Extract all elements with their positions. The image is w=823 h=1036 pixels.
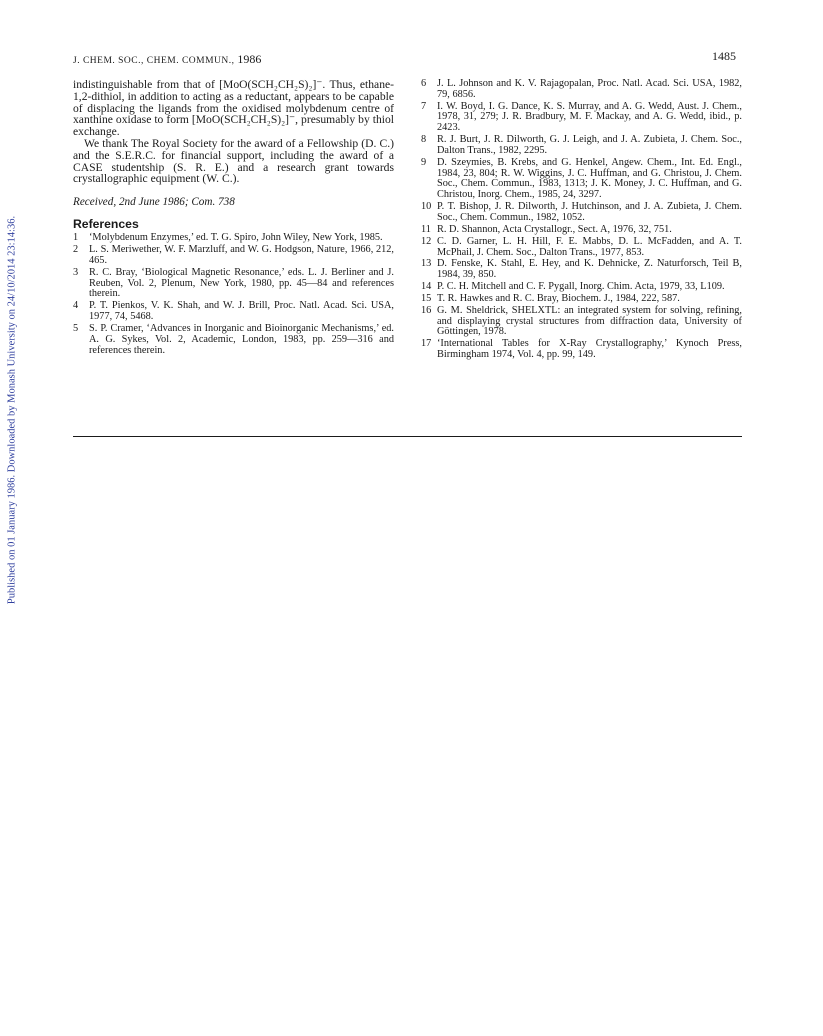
left-column	[73, 79, 394, 357]
references-heading: References	[73, 217, 139, 232]
reference-item	[73, 268, 394, 300]
reference-number: 1	[73, 232, 79, 244]
reference-item	[73, 301, 394, 323]
reference-number: 16	[421, 304, 432, 316]
right-column	[421, 79, 742, 362]
reference-text: T. R. Hawkes and R. C. Bray, Biochem. J., 1984, 222, 587.	[437, 292, 680, 304]
reference-number: 2	[73, 244, 79, 256]
reference-text: D. Fenske, K. Stahl, E. Hey, and K. Dehnicke, Z. Naturforsch, Teil B, 1984, 39, 850.	[437, 258, 742, 281]
reference-number: 4	[73, 300, 79, 312]
reference-number: 14	[421, 281, 432, 293]
reference-item	[421, 79, 742, 101]
reference-item	[421, 158, 742, 201]
download-watermark	[5, 200, 19, 620]
footer-rule	[73, 436, 742, 437]
reference-text: P. C. H. Mitchell and C. F. Pygall, Inorg. Chim. Acta, 1979, 33, L109.	[437, 281, 725, 293]
reference-text: R. J. Burt, J. R. Dilworth, G. J. Leigh, and J. A. Zubieta, J. Chem. Soc., Dalton Trans., 1982, 2295.	[437, 134, 742, 156]
reference-text: P. T. Bishop, J. R. Dilworth, J. Hutchinson, and J. A. Zubieta, J. Chem. Soc., Chem. Commun., 1982, 1052.	[437, 201, 742, 223]
reference-item	[421, 135, 742, 157]
reference-number: 5	[73, 322, 79, 334]
reference-text: G. M. Sheldrick, SHELXTL: an integrated system for solving, refining, and displaying crystal structures from diffraction data, University of Göttingen, 1978.	[437, 304, 742, 338]
reference-number: 6	[421, 78, 427, 89]
reference-text: C. D. Garner, L. H. Hill, F. E. Mabbs, D. L. McFadden, and A. T. McPhail, J. Chem. Soc., Dalton Trans., 1977, 853.	[437, 235, 742, 258]
journal-name: J. CHEM. SOC., CHEM. COMMUN.,	[73, 56, 235, 66]
received-line: Received, 2nd June 1986; Com. 738	[73, 196, 235, 209]
reference-item	[73, 324, 394, 356]
reference-item	[421, 102, 742, 134]
body-paragraph-1: indistinguishable from that of [MoO(SCH₂CH₂S)₂]⁻. Thus, ethane-1,2-dithiol, in addition to acting as a reductant, appears to be capable of displacing the ligands from the oxidised molybdenum centre of xanthine oxidase to form [MoO(SCH₂CH₂S)₂]⁻, presumably by thiol exchange.	[73, 78, 394, 139]
reference-text: R. D. Shannon, Acta Crystallogr., Sect. A, 1976, 32, 751.	[437, 223, 672, 235]
download-watermark-text: Published on 01 January 1986. Downloaded by Monash University on 24/10/2014 23:14:36.	[6, 215, 18, 605]
reference-text: I. W. Boyd, I. G. Dance, K. S. Murray, and A. G. Wedd, Aust. J. Chem., 1978, 31, 279; J. R. Bradbury, M. F. Mackay, and A. G. Wedd, ibid., p. 2423.	[437, 100, 742, 134]
reference-item	[421, 282, 742, 293]
reference-text: J. L. Johnson and K. V. Rajagopalan, Proc. Natl. Acad. Sci. USA, 1982, 79, 6856.	[437, 78, 742, 100]
reference-text: R. C. Bray, ‘Biological Magnetic Resonance,’ eds. L. J. Berliner and J. Reuben, Vol. 2, Plenum, New York, 1980, pp. 45—84 and references therein.	[89, 266, 394, 300]
reference-text: D. Szeymies, B. Krebs, and G. Henkel, Angew. Chem., Int. Ed. Engl., 1984, 23, 804; R. W. Wiggins, J. C. Huffman, and G. Christou, J. Chem. Soc., Chem. Commun., 1983, 1313; J. K. Money, J. C. Huffman, and G. Christou, Inorg. Chem., 1985, 24, 3297.	[437, 156, 742, 201]
reference-number: 10	[421, 201, 432, 213]
reference-text: ‘International Tables for X-Ray Crystallography,’ Kynoch Press, Birmingham 1974, Vol. 4, pp. 99, 149.	[437, 338, 742, 361]
reference-text: ‘Molybdenum Enzymes,’ ed. T. G. Spiro, John Wiley, New York, 1985.	[89, 232, 383, 244]
reference-item	[421, 306, 742, 338]
reference-number: 11	[421, 223, 431, 235]
reference-item	[421, 294, 742, 305]
journal-year: 1986	[237, 52, 262, 66]
reference-item	[73, 233, 394, 244]
acknowledgements-paragraph: We thank The Royal Society for the award of a Fellowship (D. C.) and the S.E.R.C. for financial support, including the award of a CASE studentship (S. R. E.) and a research grant towards crystallographic equipment (W. C.).	[73, 136, 394, 186]
reference-list-left	[73, 233, 394, 356]
reference-number: 3	[73, 266, 79, 278]
reference-number: 13	[421, 258, 432, 270]
reference-text: S. P. Cramer, ‘Advances in Inorganic and Bioinorganic Mechanisms,’ ed. A. G. Sykes, Vol. 2, Academic, London, 1983, pp. 259—316 and references therein.	[89, 322, 394, 356]
reference-item	[421, 259, 742, 281]
reference-text: L. S. Meriwether, W. F. Marzluff, and W. G. Hodgson, Nature, 1966, 212, 465.	[89, 244, 394, 266]
reference-item	[421, 237, 742, 259]
reference-item	[421, 202, 742, 224]
reference-number: 8	[421, 134, 427, 146]
reference-item	[73, 245, 394, 267]
reference-item	[421, 225, 742, 236]
reference-number: 7	[421, 100, 427, 112]
reference-item	[421, 339, 742, 361]
reference-number: 15	[421, 292, 432, 304]
reference-text: P. T. Pienkos, V. K. Shah, and W. J. Brill, Proc. Natl. Acad. Sci. USA, 1977, 74, 5468.	[89, 300, 394, 323]
page-number: 1485	[712, 49, 736, 63]
running-head	[73, 52, 261, 67]
reference-number: 17	[421, 338, 432, 350]
reference-number: 12	[421, 235, 432, 247]
reference-number: 9	[421, 156, 427, 168]
reference-list-right	[421, 79, 742, 361]
